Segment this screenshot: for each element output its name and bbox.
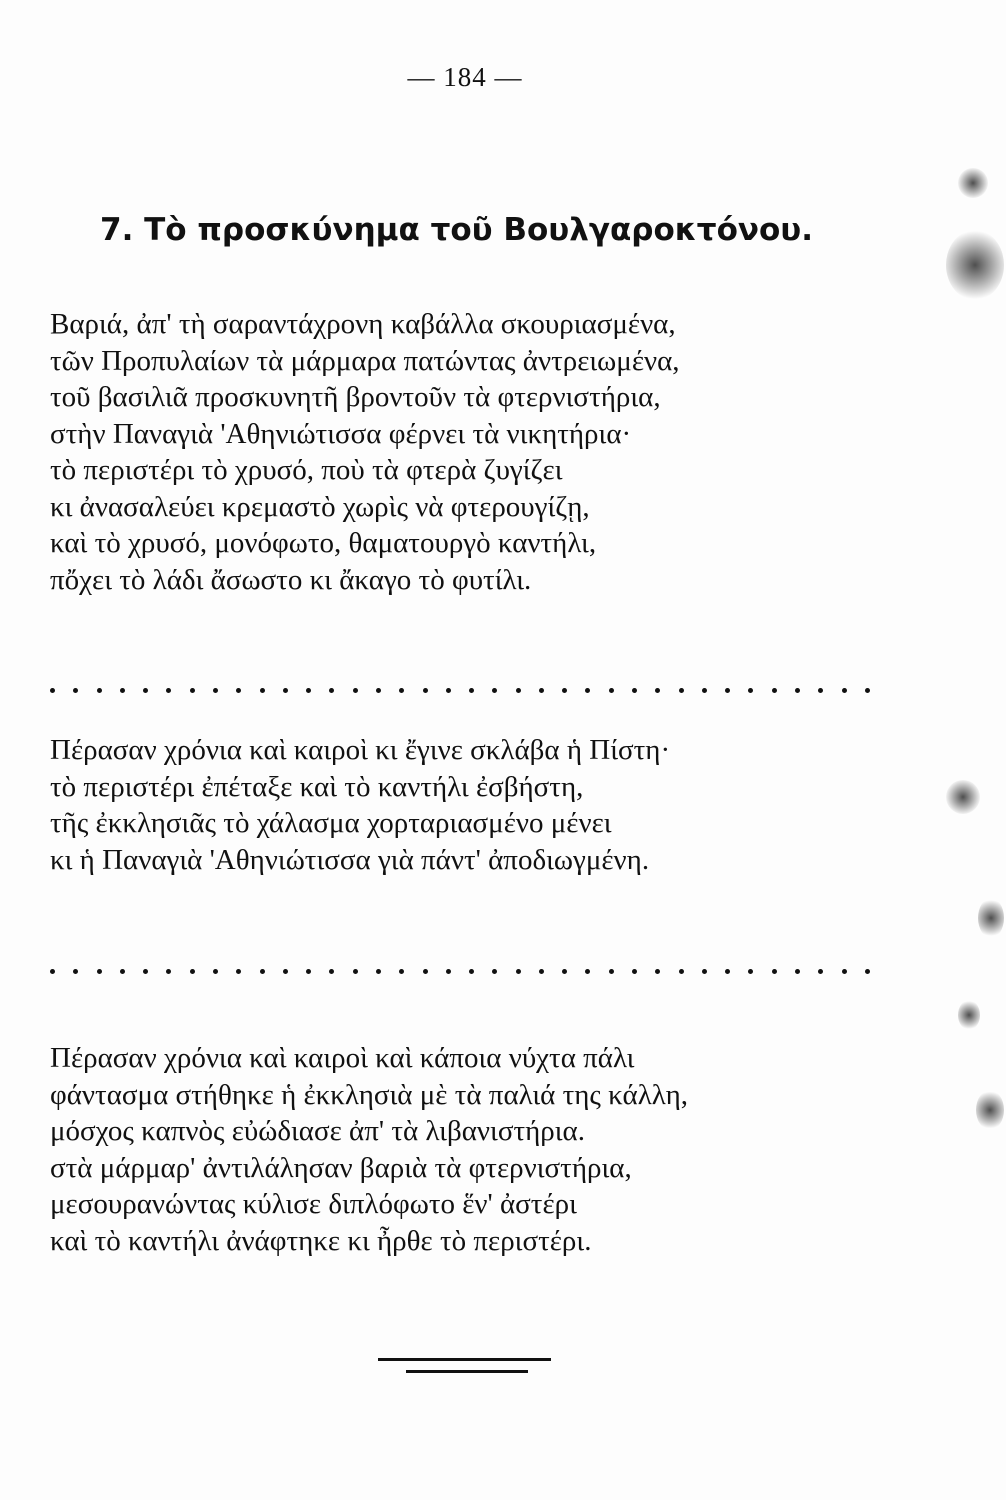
- separator-dot: [236, 969, 241, 974]
- separator-dot: [702, 969, 707, 974]
- separator-dot: [725, 688, 730, 693]
- page-number: — 184 —: [407, 62, 523, 92]
- separator-dot: [423, 688, 428, 693]
- verse-line: μεσουρανώντας κύλισε διπλόφωτο ἕν' ἀστέρι: [50, 1188, 577, 1220]
- separator-dot: [306, 969, 311, 974]
- separator-dot: [679, 969, 684, 974]
- separator-dot: [609, 969, 614, 974]
- separator-dot: [166, 688, 171, 693]
- dotted-separator: [50, 684, 870, 696]
- end-rule: [378, 1358, 551, 1361]
- separator-dot: [865, 969, 870, 974]
- separator-dot: [469, 969, 474, 974]
- ink-smudge: [976, 1090, 1004, 1130]
- separator-dot: [562, 969, 567, 974]
- separator-dot: [516, 688, 521, 693]
- verse-line: στὰ μάρμαρ' ἀντιλάλησαν βαριὰ τὰ φτερνιστήρια,: [50, 1151, 632, 1184]
- verse-line: πὄχει τὸ λάδι ἄσωστο κι ἄκαγο τὸ φυτίλι.: [50, 563, 532, 596]
- separator-dot: [679, 688, 684, 693]
- verse-line: τοῦ βασιλιᾶ προσκυνητῆ βροντοῦν τὰ φτερνιστήρια,: [50, 381, 661, 413]
- separator-dot: [585, 969, 590, 974]
- separator-dot: [795, 969, 800, 974]
- verse-line: κι ἡ Παναγιὰ 'Αθηνιώτισσα γιὰ πάντ' ἀποδιωγμένη.: [50, 843, 650, 876]
- stanza-2: [50, 732, 830, 878]
- verse-line: στὴν Παναγιὰ 'Αθηνιώτισσα φέρνει τὰ νικητήρια·: [50, 417, 632, 450]
- separator-dot: [492, 969, 497, 974]
- verse-line: καὶ τὸ χρυσό, μονόφωτο, θαματουργὸ καντήλι,: [50, 527, 597, 559]
- separator-dot: [50, 969, 55, 974]
- verse-line: τὸ περιστέρι τὸ χρυσό, ποὺ τὰ φτερὰ ζυγίζει: [50, 454, 563, 486]
- separator-dot: [585, 688, 590, 693]
- separator-dot: [306, 688, 311, 693]
- separator-dot: [655, 688, 660, 693]
- separator-dot: [399, 688, 404, 693]
- separator-dot: [772, 688, 777, 693]
- separator-dot: [213, 688, 218, 693]
- separator-dot: [120, 688, 125, 693]
- verse-line: τὸ περιστέρι ἐπέταξε καὶ τὸ καντήλι ἐσβήστη,: [50, 770, 584, 803]
- separator-dot: [143, 969, 148, 974]
- separator-dot: [260, 688, 265, 693]
- separator-dot: [632, 688, 637, 693]
- separator-dot: [725, 969, 730, 974]
- separator-dot: [329, 969, 334, 974]
- ink-smudge: [958, 1000, 980, 1030]
- separator-dot: [50, 688, 55, 693]
- separator-dot: [609, 688, 614, 693]
- separator-dot: [283, 969, 288, 974]
- poem-title: 7. Τὸ προσκύνημα τοῦ Βουλγαροκτόνου.: [100, 212, 813, 248]
- ink-smudge: [958, 168, 988, 198]
- stanza-3: [50, 1040, 830, 1259]
- separator-dot: [865, 688, 870, 693]
- separator-dot: [818, 688, 823, 693]
- separator-dot: [376, 688, 381, 693]
- separator-dot: [283, 688, 288, 693]
- verse-line: Πέρασαν χρόνια καὶ καιροὶ καὶ κάποια νύχτα πάλι: [50, 1042, 635, 1074]
- separator-dot: [469, 688, 474, 693]
- dotted-separator: [50, 965, 870, 977]
- verse-line: Βαριά, ἀπ' τὴ σαραντάχρονη καβάλλα σκουριασμένα,: [50, 308, 676, 340]
- separator-dot: [73, 688, 78, 693]
- verse-line: κι ἀνασαλεύει κρεμαστὸ χωρὶς νὰ φτερουγίζῃ,: [50, 490, 590, 523]
- separator-dot: [818, 969, 823, 974]
- end-rule: [406, 1370, 528, 1373]
- ink-smudge: [946, 780, 980, 814]
- ink-smudge: [946, 230, 1004, 300]
- verse-line: φάντασμα στήθηκε ἡ ἐκκλησιὰ μὲ τὰ παλιά της κάλλη,: [50, 1078, 688, 1111]
- separator-dot: [446, 688, 451, 693]
- verse-line: Πέρασαν χρόνια καὶ καιροὶ κι ἔγινε σκλάβα ἡ Πίστη·: [50, 734, 671, 766]
- separator-dot: [353, 969, 358, 974]
- separator-dot: [423, 969, 428, 974]
- separator-dot: [516, 969, 521, 974]
- verse-line: μόσχος καπνὸς εὐώδιασε ἀπ' τὰ λιβανιστήρια.: [50, 1115, 585, 1147]
- separator-dot: [190, 969, 195, 974]
- separator-dot: [399, 969, 404, 974]
- separator-dot: [632, 969, 637, 974]
- verse-line: τῆς ἐκκλησιᾶς τὸ χάλασμα χορταριασμένο μένει: [50, 807, 612, 839]
- verse-line: τῶν Προπυλαίων τὰ μάρμαρα πατώντας ἀντρειωμένα,: [50, 344, 680, 377]
- separator-dot: [353, 688, 358, 693]
- separator-dot: [260, 969, 265, 974]
- separator-dot: [143, 688, 148, 693]
- verse-line: καὶ τὸ καντήλι ἀνάφτηκε κι ἦρθε τὸ περιστέρι.: [50, 1224, 592, 1257]
- separator-dot: [492, 688, 497, 693]
- separator-dot: [190, 688, 195, 693]
- separator-dot: [166, 969, 171, 974]
- separator-dot: [97, 969, 102, 974]
- separator-dot: [73, 969, 78, 974]
- separator-dot: [329, 688, 334, 693]
- separator-dot: [562, 688, 567, 693]
- separator-dot: [748, 969, 753, 974]
- separator-dot: [120, 969, 125, 974]
- stanza-1: [50, 306, 830, 598]
- separator-dot: [772, 969, 777, 974]
- separator-dot: [539, 688, 544, 693]
- separator-dot: [842, 688, 847, 693]
- ink-smudge: [978, 898, 1004, 938]
- separator-dot: [748, 688, 753, 693]
- separator-dot: [655, 969, 660, 974]
- separator-dot: [539, 969, 544, 974]
- separator-dot: [213, 969, 218, 974]
- separator-dot: [842, 969, 847, 974]
- separator-dot: [446, 969, 451, 974]
- separator-dot: [376, 969, 381, 974]
- separator-dot: [702, 688, 707, 693]
- separator-dot: [236, 688, 241, 693]
- separator-dot: [97, 688, 102, 693]
- separator-dot: [795, 688, 800, 693]
